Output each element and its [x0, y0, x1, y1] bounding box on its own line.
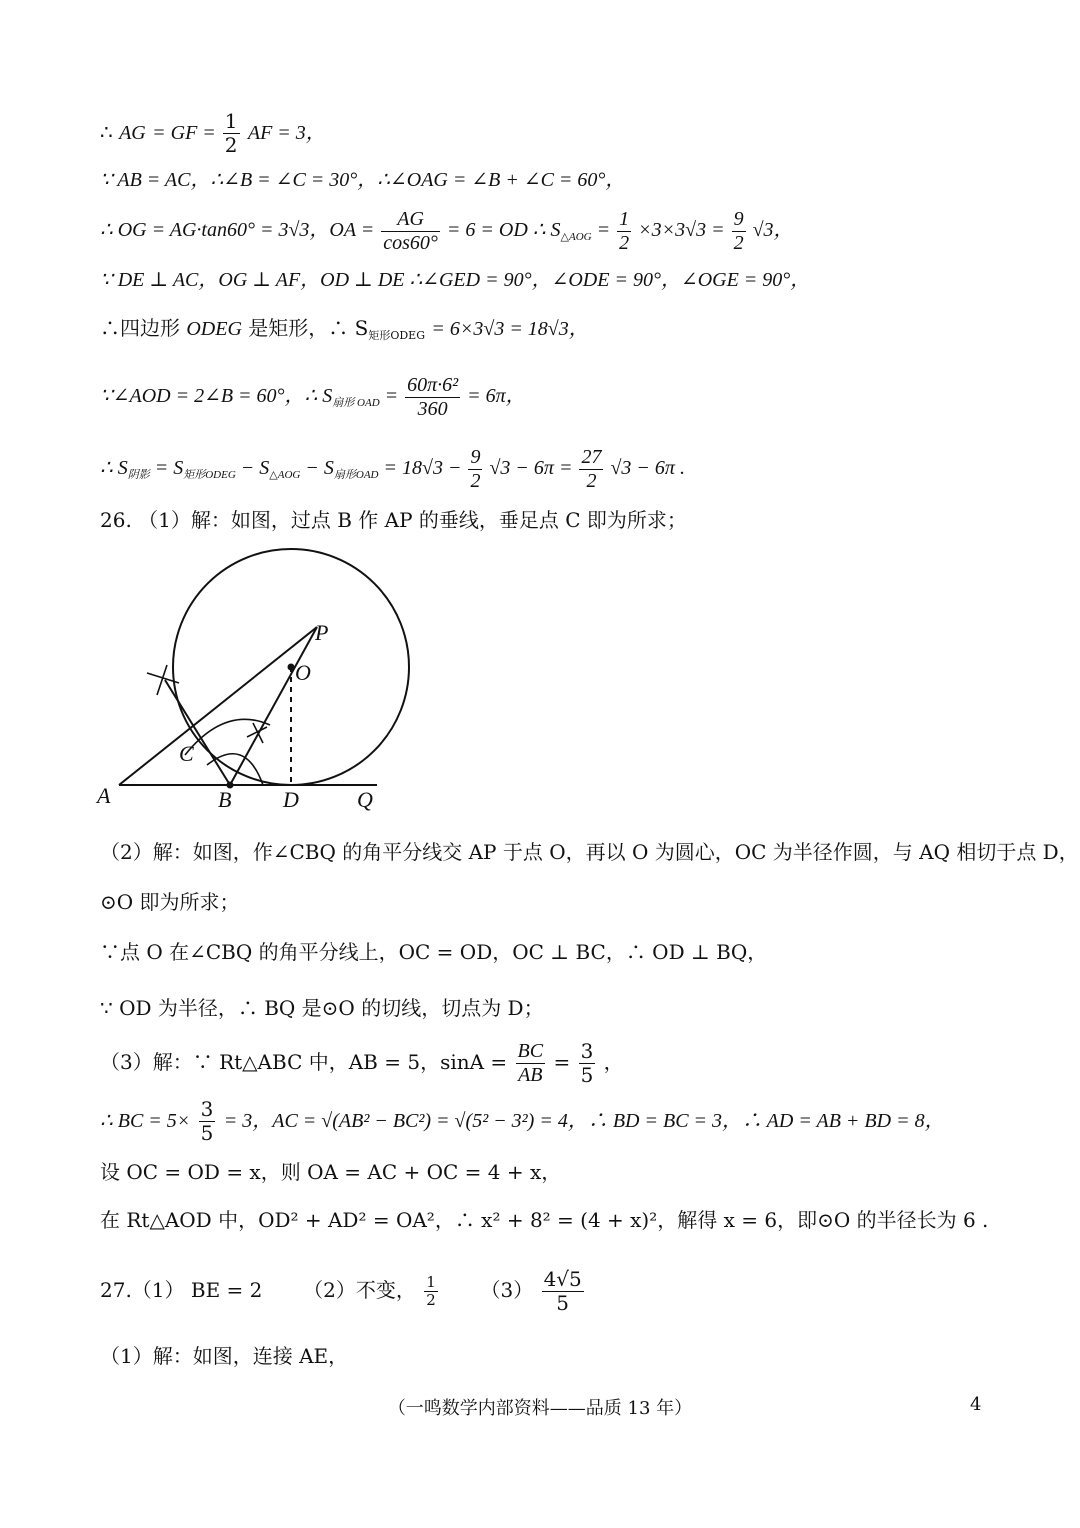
math-text: − S [240, 457, 270, 480]
math-var: ODEG [186, 318, 242, 340]
label-p: P [315, 620, 329, 645]
math-text: ∴四边形 [100, 316, 180, 340]
label-c: C [179, 741, 194, 766]
arc-construction-4 [247, 723, 267, 743]
math-text: = 6 = OD ∴ S [446, 219, 561, 242]
subscript: 阴影 [127, 469, 150, 482]
math-text: √3 − 6π . [610, 457, 685, 480]
solution-line [100, 110, 326, 157]
math-text: ， [603, 1050, 624, 1074]
problem-26-part2: （2）解：如图，作∠CBQ 的角平分线交 AP 于点 O，再以 O 为圆心，OC 为半径作圆，与 AQ 相切于点 D， [100, 840, 1079, 864]
math-text: 是矩形，∴ S [248, 316, 369, 340]
math-text: = 3，AC = √(AB² − BC²) = √(5² − 3²) = 4，∴ BD = BC = 3，∴ AD = AB + BD = 8， [223, 1110, 945, 1132]
subscript: 矩形ODEG [368, 329, 425, 342]
solution-line: ∵ OD 为半径，∴ BQ 是⊙O 的切线，切点为 D； [100, 996, 544, 1020]
math-text: = GF = [152, 122, 221, 144]
fraction: $\frac{1}{2}$ [426, 1272, 436, 1309]
solution-line: 设 OC = OD = x，则 OA = AC + OC = 4 + x， [100, 1160, 562, 1184]
geometry-figure [95, 545, 425, 820]
page-number: 4 [970, 1394, 982, 1415]
math-text: = [553, 1050, 571, 1074]
math-text: ∴ OG = AG·tan60° = 3√3，OA = [100, 219, 375, 242]
math-text: = 6×3√3 = 18√3， [431, 318, 589, 340]
label-b: B [218, 787, 232, 812]
math-text: − S [305, 457, 334, 480]
answer-1: 27.（1） BE = 2 [100, 1278, 263, 1302]
point-o [288, 664, 295, 671]
problem-27-part1: （1）解：如图，连接 AE， [100, 1344, 349, 1368]
label-a: A [97, 783, 111, 808]
math-text: = 6π， [467, 385, 526, 408]
solution-line: ∵ AB = AC，∴∠B = ∠C = 30°，∴∠OAG = ∠B + ∠C = 60°， [100, 169, 626, 191]
subscript: △AOG [560, 231, 592, 244]
math-text: ∵∠AOD = 2∠B = 60°，∴ S [100, 385, 333, 408]
solution-line [100, 208, 794, 255]
fraction: $\frac{\text{60π·6²}}{360}$ [407, 374, 459, 420]
perpendicular-bc [165, 680, 230, 785]
fraction: $\frac{1}{2}$ [224, 109, 238, 157]
math-text: = [384, 385, 399, 408]
subscript: 扇形OAD [333, 469, 379, 482]
fraction: $\frac{3}{5}$ [200, 1097, 214, 1145]
therefore-symbol: ∴ [100, 120, 113, 144]
solution-line [100, 374, 526, 421]
answer-3: （3） [480, 1278, 534, 1302]
math-text: = S [154, 457, 184, 480]
solution-line [100, 318, 589, 341]
label-d: D [283, 787, 299, 812]
solution-line: ∵ DE ⊥ AC，OG ⊥ AF，OD ⊥ DE ∴∠GED = 90°，∠ODE = 90°，∠OGE = 90°， [100, 269, 811, 291]
fraction: $\frac{3}{5}$ [580, 1039, 594, 1087]
fraction: $\frac{1}{2}$ [619, 208, 630, 254]
fraction: $\frac{BC}{AB}$ [517, 1040, 544, 1086]
ray-ap [119, 627, 317, 785]
bisector-bo [230, 627, 317, 785]
math-text: ×3×3√3 = [638, 219, 725, 242]
fraction: $\frac{9}{2}$ [470, 446, 481, 492]
fraction: $\frac{AG}{\cos 60^\circ}$ [383, 208, 438, 254]
subscript: △AOG [269, 469, 301, 482]
label-q: Q [357, 787, 373, 812]
arc-construction-2 [207, 754, 263, 785]
problem-26-part1: 26. （1）解：如图，过点 B 作 AP 的垂线，垂足点 C 即为所求； [100, 508, 687, 532]
problem-26-part3 [100, 1040, 624, 1087]
label-o: O [295, 660, 311, 685]
math-text: = [596, 219, 611, 242]
math-var: AG [119, 122, 146, 144]
math-text: ∴ S [100, 457, 128, 480]
math-text: AF = 3， [247, 122, 326, 144]
math-text: √3 − 6π = [489, 457, 573, 480]
answer-2: （2）不变， [303, 1278, 416, 1302]
solution-line [100, 1098, 945, 1145]
solution-line: ⊙O 即为所求； [100, 890, 240, 914]
fraction: $\frac{27}{2}$ [581, 446, 602, 492]
problem-27-answers [100, 1268, 586, 1315]
math-text: ∴ BC = 5× [100, 1110, 191, 1132]
math-text: √3， [752, 219, 794, 242]
solution-line: 在 Rt△AOD 中，OD² + AD² = OA²，∴ x² + 8² = (4 + x)²，解得 x = 6，即⊙O 的半径长为 6 . [100, 1208, 989, 1232]
solution-line: ∵点 O 在∠CBQ 的角平分线上，OC = OD，OC ⊥ BC，∴ OD ⊥ BQ， [100, 940, 768, 964]
fraction: $\frac{9}{2}$ [733, 208, 744, 254]
math-text: （3）解：∵ Rt△ABC 中，AB = 5，sinA = [100, 1050, 508, 1074]
solution-line [100, 446, 685, 493]
fraction: $\frac{4√5}{5}$ [543, 1267, 582, 1315]
subscript: 矩形ODEG [183, 469, 236, 482]
subscript: 扇形 OAD [332, 397, 380, 410]
page-footer: （一鸣数学内部资料——品质 13 年） [387, 1398, 693, 1419]
math-text: = 18√3 − [383, 457, 462, 480]
